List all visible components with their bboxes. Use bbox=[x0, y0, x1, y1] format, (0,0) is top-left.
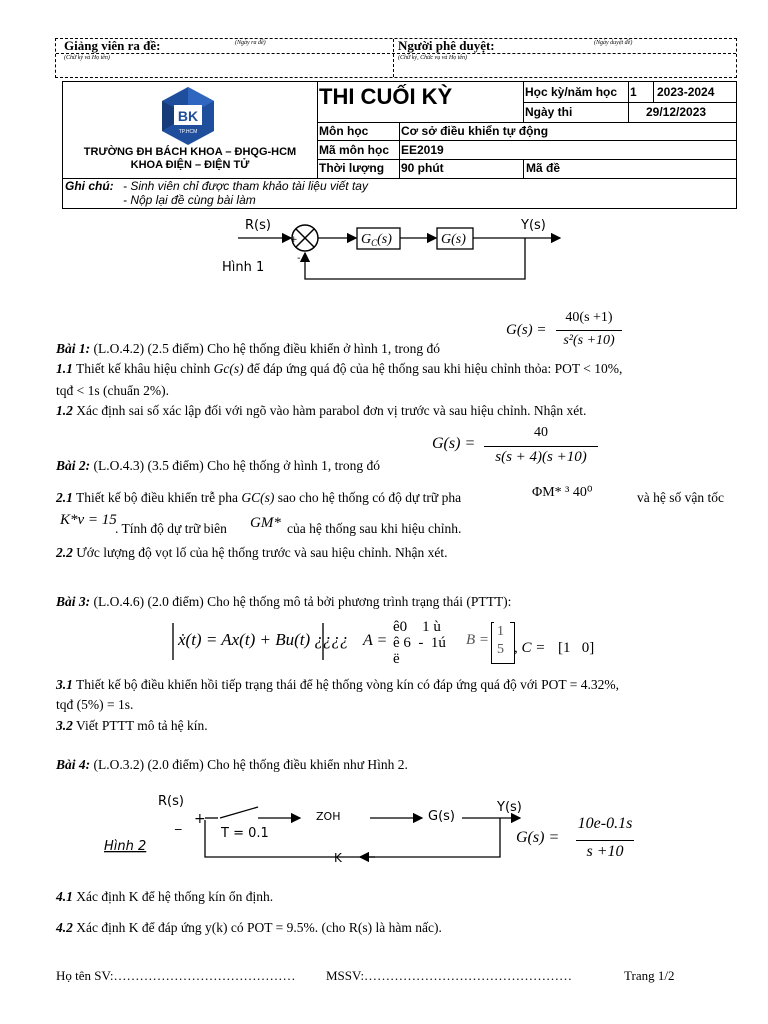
lecturer-sign-hint: (Chữ ký và Họ tên) bbox=[64, 55, 110, 61]
bai1-formula-denominator: s²(s +10) bbox=[563, 333, 615, 348]
matrix-b: 1 5 bbox=[497, 624, 504, 657]
exam-code-label: Mã đề bbox=[526, 161, 561, 175]
bai2-formula-denominator: s(s + 4)(s +10) bbox=[495, 449, 587, 465]
course-code-label: Mã môn học bbox=[319, 143, 390, 157]
duration-label: Thời lượng bbox=[319, 161, 385, 175]
bai1-fraction-bar bbox=[556, 330, 622, 331]
fig1-plus-sign: + bbox=[290, 235, 298, 245]
university-logo-icon bbox=[158, 85, 218, 147]
fig1-controller-block: $G_C(s)$ bbox=[361, 232, 392, 248]
date-value: 29/12/2023 bbox=[646, 105, 707, 119]
fig1-output-label: Y(s) bbox=[521, 218, 546, 233]
bai4-heading: Bài 4: (L.O.3.2) (2.0 điểm) Cho hệ thống điều khiển như Hình 2. bbox=[56, 757, 408, 772]
footer-page-number: Trang 1/2 bbox=[624, 968, 675, 983]
fig2-plant-block: G(s) bbox=[428, 809, 455, 824]
lecturer-date-hint: (Ngày ra đề) bbox=[235, 40, 266, 46]
bai2-question-1: 2.1 Thiết kế bộ điều khiển trễ pha GC(s) sao cho hệ thống có độ dự trữ pha bbox=[56, 490, 462, 505]
notes-line-1: - Sinh viên chỉ được tham khảo tài liệu viết tay bbox=[123, 179, 368, 193]
figure-1-block-diagram bbox=[0, 205, 768, 290]
bai1-question-2: 1.2 Xác định sai số xác lập đối với ngõ vào hàm parabol đơn vị trước và sau hiệu chỉnh. Nhận xét. bbox=[56, 403, 587, 418]
matrix-b-label: B = bbox=[466, 632, 490, 648]
fig1-caption: Hình 1 bbox=[222, 260, 265, 275]
bai3-question-1: 3.1 Thiết kế bộ điều khiển hồi tiếp trạng thái để hệ thống vòng kín có đáp ứng quá độ với POT = 4.32%, bbox=[56, 677, 619, 692]
exam-info-table bbox=[62, 81, 737, 209]
bai3-question-2: 3.2 Viết PTTT mô tả hệ kín. bbox=[56, 718, 208, 733]
logo-text: BK bbox=[177, 108, 199, 124]
fig2-caption: Hình 2 bbox=[104, 839, 147, 854]
bai2-question-1-gain-margin: . Tính độ dự trữ biên bbox=[115, 521, 227, 536]
figure-2-block-diagram bbox=[0, 785, 768, 870]
signature-column-divider bbox=[393, 39, 394, 77]
approver-date-hint: (Ngày duyệt đề) bbox=[594, 40, 633, 46]
fig2-minus-sign: _ bbox=[175, 816, 182, 831]
matrix-c: [1 0] bbox=[558, 640, 595, 656]
approver-label: Người phê duyệt: bbox=[398, 38, 495, 53]
notes-line-2: - Nộp lại đề cùng bài làm bbox=[123, 193, 256, 207]
bai2-heading: Bài 2: (L.O.4.3) (3.5 điểm) Cho hệ thống ở hình 1, trong đó bbox=[56, 458, 380, 473]
year-value: 2023-2024 bbox=[657, 85, 715, 99]
fig2-zoh-block: ZOH bbox=[316, 810, 341, 823]
bai4-formula-denominator: s +10 bbox=[586, 843, 624, 860]
course-code-value: EE2019 bbox=[401, 143, 444, 157]
bai1-formula-lhs: G(s) = bbox=[506, 322, 547, 338]
logo-subtext: TP.HCM bbox=[178, 129, 198, 135]
bai1-question-1-cont: tqđ < 1s (chuẩn 2%). bbox=[56, 383, 169, 398]
bai4-formula-numerator: 10e-0.1s bbox=[577, 815, 633, 832]
footer-student-id: MSSV:………………………………………… bbox=[326, 968, 573, 983]
bai2-formula-numerator: 40 bbox=[534, 425, 548, 440]
state-eq-left-bar bbox=[172, 623, 174, 660]
bai2-question-1-end: của hệ thống sau khi hiệu chỉnh. bbox=[287, 521, 462, 536]
semester-value: 1 bbox=[630, 85, 637, 99]
bai2-fraction-bar bbox=[484, 446, 598, 447]
footer-student-name: Họ tên SV:…………………………………… bbox=[56, 968, 296, 983]
bai4-question-1: 4.1 Xác định K để hệ thống kín ổn định. bbox=[56, 889, 274, 904]
date-label: Ngày thi bbox=[525, 105, 573, 119]
exam-title: THI CUỐI KỲ bbox=[319, 84, 453, 109]
subject-value: Cơ sở điều khiển tự động bbox=[401, 124, 549, 138]
subject-label: Môn học bbox=[319, 124, 369, 138]
bai4-formula-lhs: G(s) = bbox=[516, 829, 560, 846]
matrix-a-label: A = bbox=[363, 632, 388, 649]
fig1-input-label: R(s) bbox=[245, 218, 271, 233]
matrix-a: ê0 1 ù ê 6 - 1ú ë bbox=[393, 619, 446, 667]
semester-label: Học kỳ/năm học bbox=[525, 85, 618, 99]
fig1-minus-sign: - bbox=[297, 253, 301, 264]
bai1-heading: Bài 1: (L.O.4.2) (2.5 điểm) Cho hệ thống điều khiển ở hình 1, trong đó bbox=[56, 341, 440, 356]
bai3-question-1-cont: tqđ (5%) = 1s. bbox=[56, 697, 134, 712]
faculty-name: KHOA ĐIỆN – ĐIỆN TỬ bbox=[130, 159, 250, 171]
fig2-input-label: R(s) bbox=[158, 794, 184, 809]
fig2-sampler-label: T = 0.1 bbox=[221, 826, 269, 841]
bai1-formula-numerator: 40(s +1) bbox=[565, 310, 613, 325]
bai4-question-2: 4.2 Xác định K để đáp ứng y(k) có POT = 9.5%. (cho R(s) là hàm nấc). bbox=[56, 920, 442, 935]
notes-label: Ghi chú: bbox=[65, 179, 114, 193]
bai2-question-1-velocity: và hệ số vận tốc bbox=[637, 490, 724, 505]
school-name: TRƯỜNG ĐH BÁCH KHOA – ĐHQG-HCM bbox=[83, 146, 297, 158]
gain-margin-symbol: GM* bbox=[250, 515, 281, 531]
lecturer-label: Giảng viên ra đề: bbox=[64, 38, 161, 53]
state-equation: ẋ(t) = Ax(t) + Bu(t) ¿¿¿¿ bbox=[178, 630, 349, 649]
bai3-heading: Bài 3: (L.O.4.6) (2.0 điểm) Cho hệ thống mô tả bởi phương trình trạng thái (PTTT): bbox=[56, 594, 512, 609]
bai2-formula-lhs: G(s) = bbox=[432, 435, 476, 452]
approver-sign-hint: (Chữ ký, Chức vụ và Họ tên) bbox=[398, 55, 468, 61]
velocity-constant-condition: K*v = 15 bbox=[60, 512, 117, 528]
fig2-output-label: Y(s) bbox=[497, 800, 522, 815]
fig1-plant-block: G(s) bbox=[441, 232, 466, 247]
matrix-c-label: , C = bbox=[514, 640, 546, 656]
fig2-feedback-gain: K bbox=[334, 851, 342, 865]
bai4-fraction-bar bbox=[576, 840, 634, 841]
fig2-plus-sign: + bbox=[194, 811, 206, 827]
phase-margin-condition: ΦM* ³ 40⁰ bbox=[532, 485, 593, 500]
duration-value: 90 phút bbox=[401, 161, 444, 175]
bai2-question-2: 2.2 Ước lượng độ vọt lố của hệ thống trước và sau hiệu chỉnh. Nhận xét. bbox=[56, 545, 448, 560]
bai1-question-1: 1.1 Thiết kế khâu hiệu chỉnh Gc(s) để đáp ứng quá độ của hệ thống sau khi hiệu chỉnh thỏa: POT < 10%, bbox=[56, 361, 623, 376]
